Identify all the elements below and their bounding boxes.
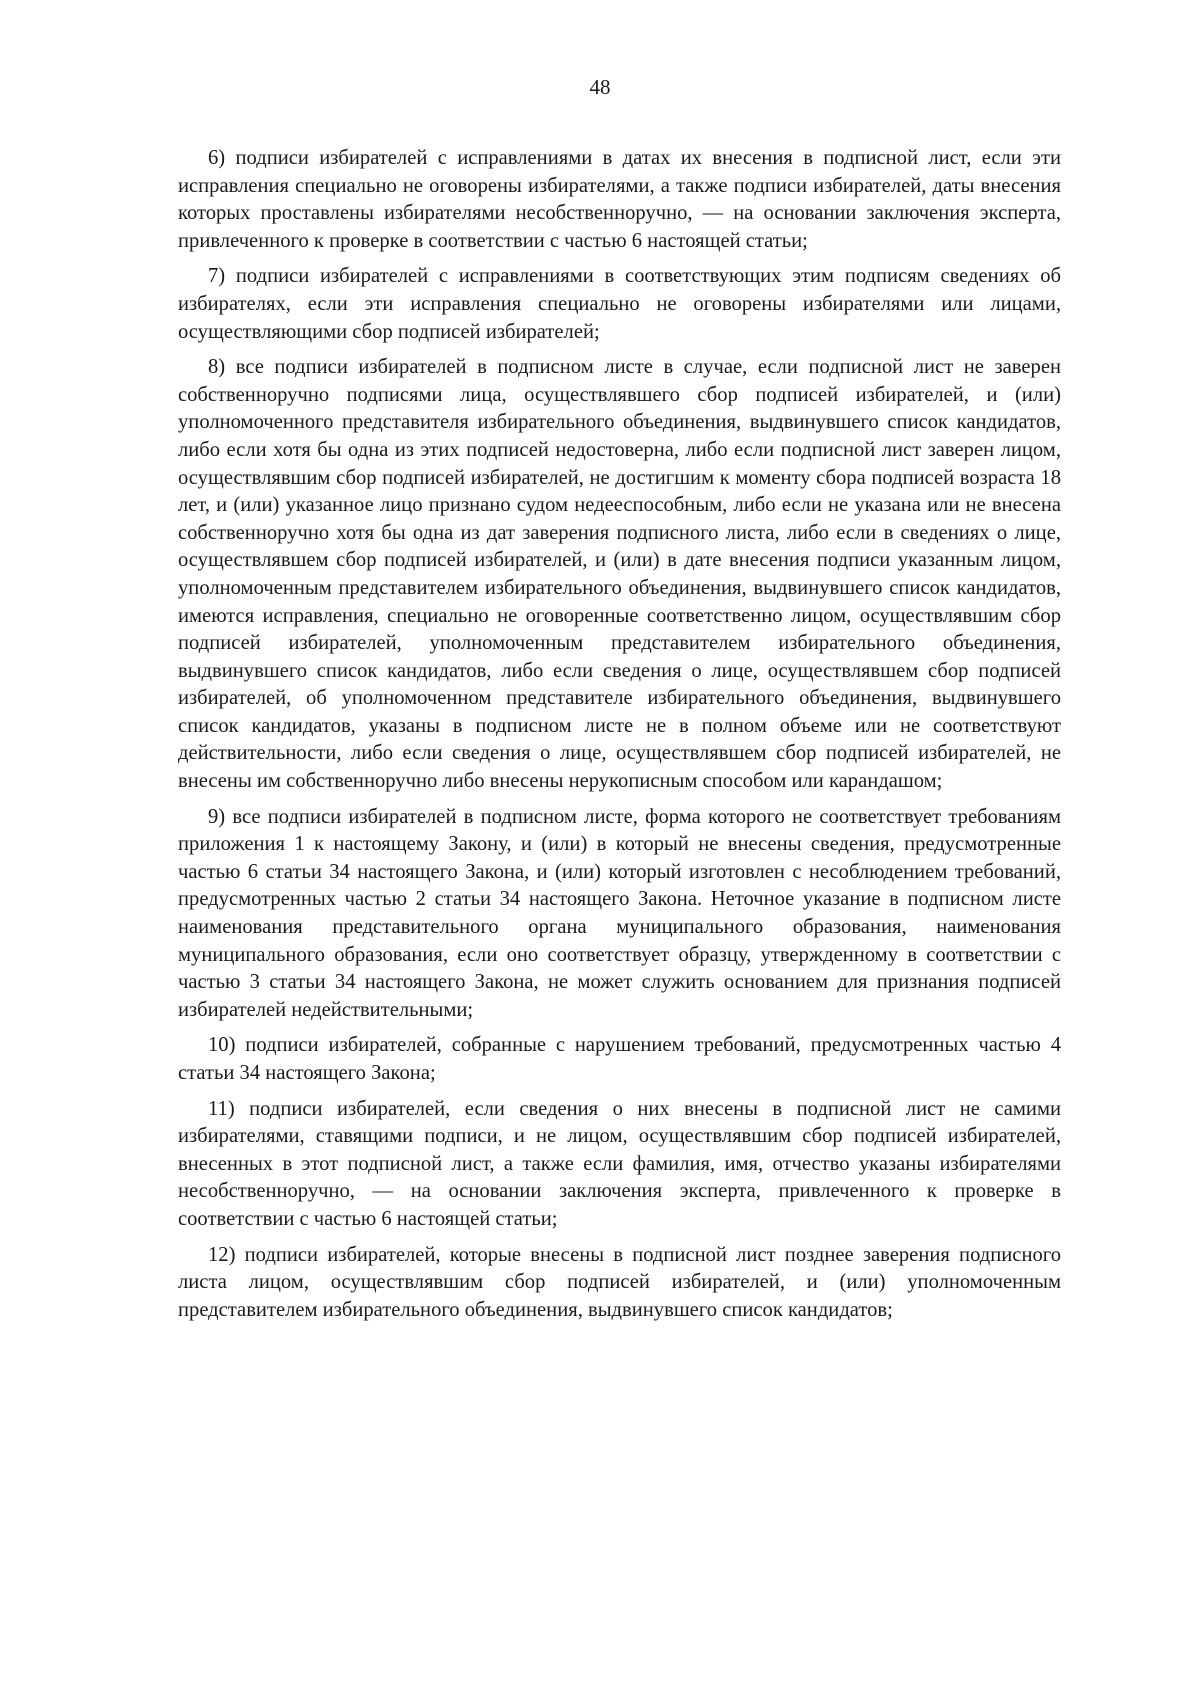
paragraph-item-8: 8) все подписи избирателей в подписном листе в случае, если подписной лист не заверен собственноручно подписями лица, осуществлявшего сбор подписей избирателей, и (или) уполномоченного представителя избирательного объединения, выдвинувшего список кандидатов, либо если хотя бы одна из этих подписей недостоверна, либо если подписной лист заверен лицом, осуществлявшим сбор подписей избирателей, не достигшим к моменту сбора подписей возраста 18 лет, и (или) указанное лицо признано судом недееспособным, либо если не указана или не внесена собственноручно хотя бы одна из дат заверения подписного листа, либо если в сведениях о лице, осуществлявшем сбор подписей избирателей, и (или) в дате внесения подписи указанным лицом, уполномоченным представителем избирательного объединения, выдвинувшего список кандидатов, имеются исправления, специально не оговоренные соответственно лицом, осуществлявшим сбор подписей избирателей, уполномоченным представителем избирательного объединения, выдвинувшего список кандидатов, либо если сведения о лице, осуществлявшем сбор подписей избирателей, об уполномоченном представителе избирательного объединения, выдвинувшего список кандидатов, указаны в подписном листе не в полном объеме или не соответствуют действительности, либо если сведения о лице, осуществлявшем сбор подписей избирателей, не внесены им собственноручно либо внесены нерукописным способом или карандашом; [178,356,1061,793]
paragraph-item-12: 12) подписи избирателей, которые внесены в подписной лист позднее заверения подписного листа лицом, осуществлявшим сбор подписей избирателей, и (или) уполномоченным представителем избирательного объединения, выдвинувшего список кандидатов; [178,1243,1061,1321]
paragraph-item-7: 7) подписи избирателей с исправлениями в соответствующих этим подписям сведениях об избирателях, если эти исправления специально не оговорены избирателями или лицами, осуществляющими сбор подписей избирателей; [178,265,1061,343]
document-body [178,145,1061,1332]
paragraph-item-10: 10) подписи избирателей, собранные с нарушением требований, предусмотренных частью 4 статьи 34 настоящего Закона; [178,1034,1061,1084]
paragraph-item-11: 11) подписи избирателей, если сведения о них внесены в подписной лист не самими избирателями, ставящими подписи, и не лицом, осуществлявшим сбор подписей избирателей, внесенных в этот подписной лист, а также если фамилия, имя, отчество указаны избирателями несобственноручно, — на основании заключения эксперта, привлеченного к проверке в соответствии с частью 6 настоящей статьи; [178,1097,1061,1230]
paragraph-item-6: 6) подписи избирателей с исправлениями в датах их внесения в подписной лист, если эти исправления специально не оговорены избирателями, а также подписи избирателей, даты внесения которых проставлены избирателями несобственноручно, — на основании заключения эксперта, привлеченного к проверке в соответствии с частью 6 настоящей статьи; [178,147,1061,252]
paragraph-item-9: 9) все подписи избирателей в подписном листе, форма которого не соответствует требованиям приложения 1 к настоящему Закону, и (или) в который не внесены сведения, предусмотренные частью 6 статьи 34 настоящего Закона, и (или) который изготовлен с несоблюдением требований, предусмотренных частью 2 статьи 34 настоящего Закона. Неточное указание в подписном листе наименования представительного органа муниципального образования, наименования муниципального образования, если оно соответствует образцу, утвержденному в соответствии с частью 3 статьи 34 настоящего Закона, не может служить основанием для признания подписей избирателей недействительными; [178,805,1061,1021]
page-number: 48 [589,75,611,99]
